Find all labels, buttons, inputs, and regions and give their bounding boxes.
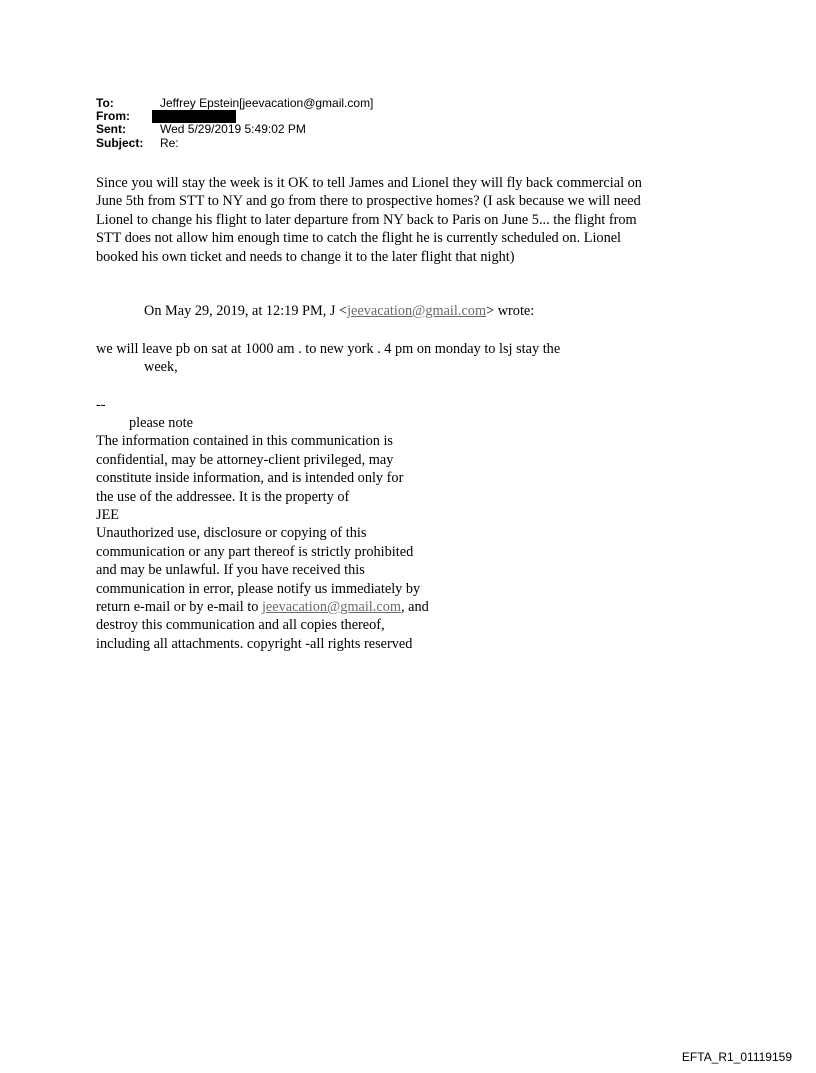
document-id: EFTA_R1_01119159 bbox=[681, 1050, 792, 1064]
quoted-message bbox=[96, 340, 656, 377]
disclaimer-line: communication in error, please notify us immediately by bbox=[96, 580, 421, 597]
quoted-intro-prefix: On May 29, 2019, at 12:19 PM, J < bbox=[144, 303, 348, 319]
sent-label: Sent: bbox=[96, 122, 126, 137]
disclaimer-line: The information contained in this communication is bbox=[96, 433, 393, 450]
from-label: From: bbox=[96, 109, 130, 124]
notify-email-link[interactable]: jeevacation@gmail.com bbox=[261, 599, 401, 616]
subject-label: Subject: bbox=[96, 135, 144, 150]
email-body bbox=[96, 174, 726, 266]
quoted-intro-email-link[interactable]: jeevacation@gmail.com bbox=[347, 303, 487, 319]
notify-prefix: return e-mail or by e-mail to bbox=[96, 599, 262, 616]
signature-disclaimer bbox=[96, 414, 496, 653]
sent-value: Wed 5/29/2019 5:49:02 PM bbox=[160, 122, 306, 137]
body-line: STT does not allow him enough time to catch the flight he is currently scheduled on. Lionel bbox=[96, 230, 622, 247]
body-line: June 5th from STT to NY and go from there to prospective homes? (I ask because we will need bbox=[96, 193, 641, 210]
disclaimer-line: including all attachments. copyright -all rights reserved bbox=[96, 635, 413, 652]
to-label: To: bbox=[96, 96, 114, 110]
disclaimer-line: the use of the addressee. It is the property of bbox=[96, 488, 350, 505]
disclaimer-line: destroy this communication and all copies thereof, bbox=[96, 617, 385, 634]
quoted-message-line: we will leave pb on sat at 1000 am . to new york . 4 pm on monday to lsj stay the bbox=[96, 341, 561, 357]
body-line: Lionel to change his flight to later departure from NY back to Paris on June 5... the flight from bbox=[96, 211, 637, 228]
to-value: Jeffrey Epstein[jeevacation@gmail.com] bbox=[160, 96, 374, 110]
body-line: booked his own ticket and needs to change it to the later flight that night) bbox=[96, 248, 515, 265]
quoted-intro bbox=[144, 302, 534, 320]
quoted-intro-suffix: > wrote: bbox=[486, 303, 535, 319]
redaction-box bbox=[152, 110, 236, 123]
disclaimer-line: confidential, may be attorney-client privileged, may bbox=[96, 451, 394, 468]
quoted-message-line: week, bbox=[144, 359, 178, 376]
disclaimer-line: JEE bbox=[96, 507, 120, 524]
disclaimer-line: Unauthorized use, disclosure or copying of this bbox=[96, 525, 367, 542]
signature-separator: -- bbox=[96, 397, 106, 413]
disclaimer-line: communication or any part thereof is strictly prohibited bbox=[96, 543, 414, 560]
notify-suffix: , and bbox=[400, 599, 429, 616]
disclaimer-line: and may be unlawful. If you have received this bbox=[96, 562, 365, 579]
body-line: Since you will stay the week is it OK to tell James and Lionel they will fly back commercial on bbox=[96, 175, 642, 191]
signature-note: please note bbox=[129, 415, 193, 431]
subject-value: Re: bbox=[160, 135, 179, 150]
disclaimer-notify-line bbox=[96, 598, 496, 616]
disclaimer-line: constitute inside information, and is intended only for bbox=[96, 470, 404, 487]
